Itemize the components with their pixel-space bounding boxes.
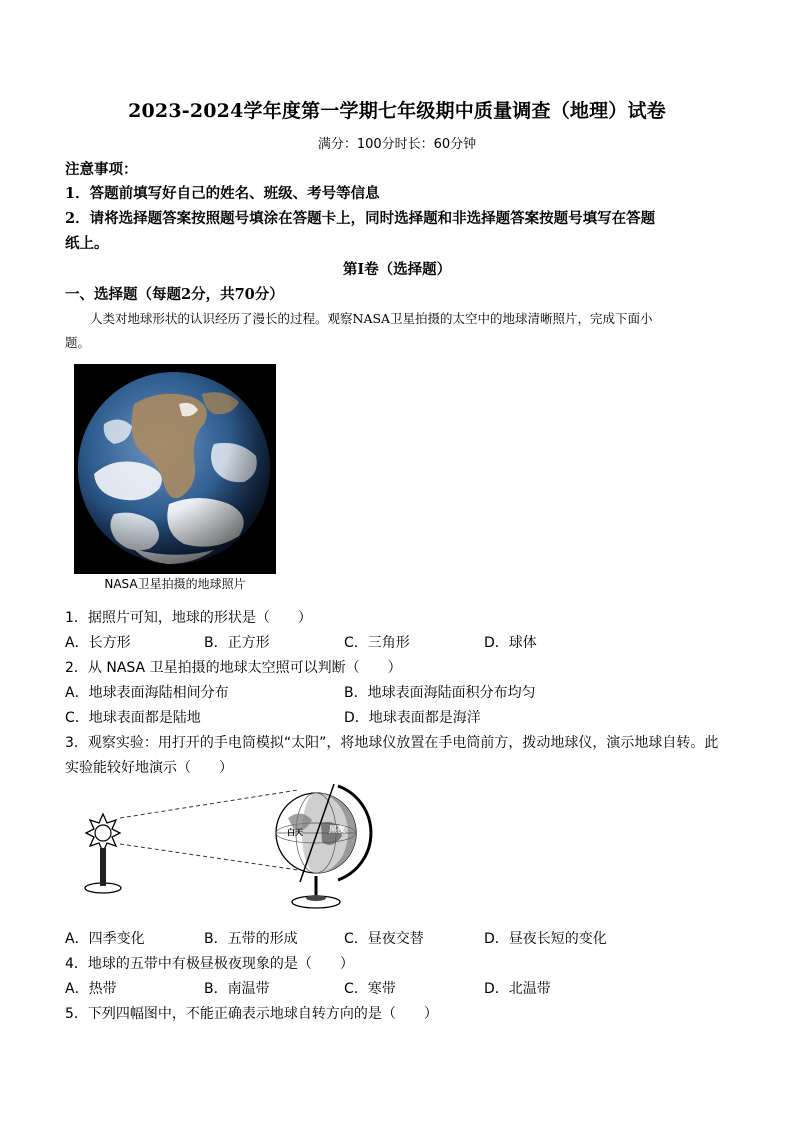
question-4-option-b[interactable]: B．南温带	[204, 981, 270, 997]
question-2-option-d[interactable]: D．地球表面都是海洋	[344, 710, 481, 726]
question-3-stem-line-2: 实验能较好地演示（ ）	[65, 760, 233, 776]
question-2-option-a[interactable]: A．地球表面海陆相间分布	[65, 685, 229, 701]
question-1-option-b[interactable]: B．正方形	[204, 635, 270, 651]
question-3-option-a[interactable]: A．四季变化	[65, 931, 145, 947]
question-1-option-d[interactable]: D．球体	[484, 635, 537, 651]
question-3-option-c[interactable]: C．昼夜交替	[344, 931, 424, 947]
section-title: 一、选择题（每题2分，共70分）	[65, 286, 284, 303]
question-1-option-a[interactable]: A．长方形	[65, 635, 131, 651]
earth-photo	[74, 364, 276, 574]
globe-icon	[276, 793, 356, 873]
earth-photo-figure	[74, 364, 276, 596]
question-2-option-b[interactable]: B．地球表面海陆面积分布均匀	[344, 685, 536, 701]
question-5-stem: 5．下列四幅图中，不能正确表示地球自转方向的是（ ）	[65, 1006, 438, 1022]
notice-item-1: 1．答题前填写好自己的姓名、班级、考号等信息	[65, 185, 380, 202]
question-1-stem: 1．据照片可知，地球的形状是（ ）	[65, 610, 312, 626]
exam-subtitle: 满分：100分时长：60分钟	[317, 137, 477, 152]
question-4-option-a[interactable]: A．热带	[65, 981, 117, 997]
intro-line-2: 题。	[65, 335, 91, 350]
intro-line-1: 人类对地球形状的认识经历了漫长的过程。观察NASA卫星拍摄的太空中的地球清晰照片，完成下面小	[90, 311, 653, 326]
question-3-option-d[interactable]: D．昼夜长短的变化	[484, 931, 607, 947]
night-label: 黑夜	[329, 825, 345, 834]
notice-item-2-line-1: 2．请将选择题答案按照题号填涂在答题卡上，同时选择题和非选择题答案按题号填写在答题	[65, 210, 656, 227]
notice-heading: 注意事项：	[65, 161, 138, 178]
question-4-option-c[interactable]: C．寒带	[344, 981, 396, 997]
question-4-stem: 4．地球的五带中有极昼极夜现象的是（ ）	[65, 956, 354, 972]
question-3-stem-line-1: 3．观察实验：用打开的手电筒模拟“太阳”，将地球仪放置在手电筒前方，拨动地球仪，演示地球自转。此	[65, 735, 719, 751]
question-1-option-c[interactable]: C．三角形	[344, 635, 410, 651]
part-title: 第I卷（选择题）	[342, 261, 452, 278]
flashlight-globe-diagram	[76, 778, 376, 916]
exam-title: 2023-2024学年度第一学期七年级期中质量调查（地理）试卷	[128, 100, 666, 122]
question-2-option-c[interactable]: C．地球表面都是陆地	[65, 710, 201, 726]
sun-icon	[86, 814, 120, 852]
day-label: 白天	[287, 828, 303, 837]
earth-photo-caption: NASA卫星拍摄的地球照片	[104, 577, 246, 591]
question-3-option-b[interactable]: B．五带的形成	[204, 931, 298, 947]
question-2-stem: 2．从 NASA 卫星拍摄的地球太空照可以判断（ ）	[65, 660, 402, 676]
question-4-option-d[interactable]: D．北温带	[484, 981, 551, 997]
notice-item-2-line-2: 纸上。	[65, 235, 109, 252]
flashlight-globe-figure	[76, 778, 376, 916]
